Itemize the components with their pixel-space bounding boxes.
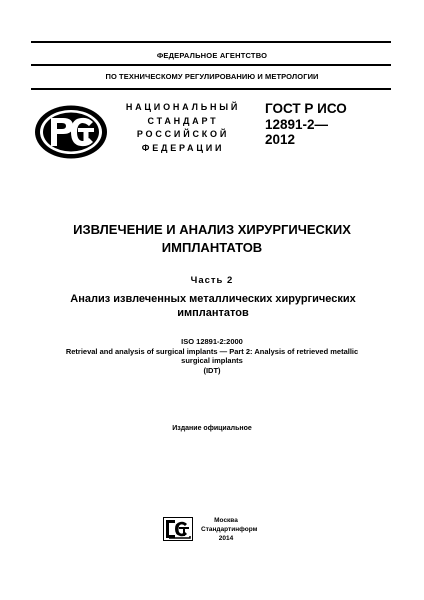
national-line-2: СТАНДАРТ — [147, 115, 219, 126]
standard-designation — [265, 101, 347, 148]
gost-r-logo-icon — [33, 104, 109, 160]
iso-line-4: (IDT) — [203, 365, 221, 375]
national-standard-label — [118, 101, 248, 155]
title-line-2: ИМПЛАНТАТОВ — [161, 240, 263, 255]
national-line-3: РОССИЙСКОЙ — [136, 129, 230, 139]
subtitle-line-2: имплантатов — [177, 306, 249, 319]
title-line-1: ИЗВЛЕЧЕНИЕ И АНАЛИЗ ХИРУРГИЧЕСКИХ — [73, 222, 351, 237]
national-line-1: НАЦИОНАЛЬНЫЙ — [125, 102, 241, 112]
publisher-name: Стандартинформ — [201, 526, 258, 533]
iso-reference — [0, 337, 424, 375]
designation-line-2: 12891-2— — [265, 116, 329, 132]
bottom-rule — [31, 88, 391, 90]
document-title — [0, 221, 424, 257]
agency-name-line1: ФЕДЕРАЛЬНОЕ АГЕНТСТВО — [156, 51, 268, 60]
publisher-info — [201, 516, 258, 543]
middle-rule — [31, 64, 391, 66]
top-rule — [31, 41, 391, 43]
publisher-year: 2014 — [218, 535, 234, 542]
designation-line-3: 2012 — [265, 132, 296, 147]
agency-name-line2: ПО ТЕХНИЧЕСКОМУ РЕГУЛИРОВАНИЮ И МЕТРОЛОГИИ — [105, 72, 319, 81]
document-subtitle — [28, 293, 398, 320]
standartinform-logo-icon — [163, 517, 193, 541]
publisher-city: Москва — [214, 517, 238, 524]
subtitle-line-1: Анализ извлеченных металлических хирургических — [70, 293, 356, 305]
iso-line-1: ISO 12891-2:2000 — [181, 337, 243, 346]
iso-line-3: surgical implants — [181, 356, 243, 366]
national-line-4: ФЕДЕРАЦИИ — [141, 142, 225, 153]
iso-line-2: Retrieval and analysis of surgical implants — Part 2: Analysis of retrieved metallic — [65, 346, 359, 356]
edition-label: Издание официальное — [172, 425, 252, 432]
designation-line-1: ГОСТ Р ИСО — [265, 101, 347, 116]
part-label: Часть 2 — [190, 275, 234, 286]
